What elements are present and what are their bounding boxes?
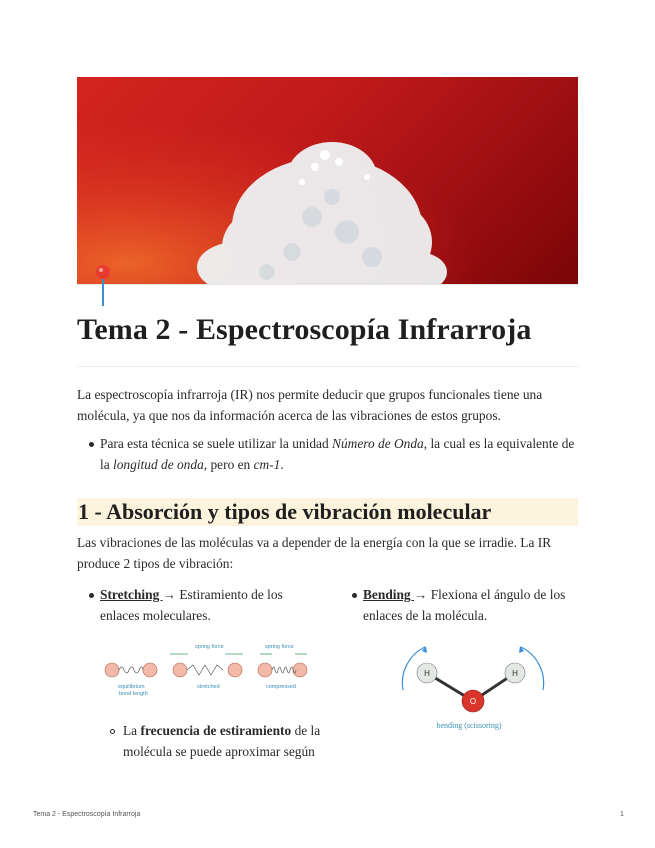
bullet-dot: [89, 593, 94, 598]
spring-force-label-2: spring force: [265, 644, 294, 650]
bending-bullet: Bending → Flexiona el ángulo de los enlaces de la molécula.: [363, 587, 566, 623]
bullet-dot: [89, 442, 94, 447]
atom-o: O: [469, 697, 477, 706]
intro-paragraph: La espectroscopía infrarroja (IR) nos permite deducir que grupos funcionales tiene una molécula, ya que nos da información acerca de las vibraciones de estos grupos.: [77, 387, 543, 423]
sub-bullet-circle: [110, 729, 115, 734]
atom-h2: H: [512, 669, 518, 678]
pin-icon: [94, 264, 112, 308]
footer-title: Tema 2 - Espectroscopía Infrarroja: [33, 811, 141, 818]
intro-bullet: Para esta técnica se suele utilizar la unidad Número de Onda, la cual es la equivalente de la longitud de onda, pero en cm-1.: [100, 436, 575, 472]
section-heading: 1 - Absorción y tipos de vibración molecular: [77, 498, 578, 526]
label-stretched: stretched: [197, 684, 220, 690]
cover-divider: [77, 284, 578, 285]
label-equilibrium: equilibrium: [118, 684, 145, 690]
sub-bullet: La frecuencia de estiramiento de la molécula se puede aproximar según: [123, 723, 321, 759]
label-bond-length: bond length: [119, 691, 148, 697]
bending-figure: [395, 635, 555, 735]
title-divider: [77, 366, 578, 367]
stretching-bullet: Stretching → Estiramiento de los enlaces moleculares.: [100, 587, 283, 623]
cover-image: [77, 77, 578, 284]
page-title: Tema 2 - Espectroscopía Infrarroja: [77, 313, 532, 346]
label-compressed: compressed: [266, 684, 296, 690]
section-paragraph: Las vibraciones de las moléculas va a depender de la energía con la que se irradie. La IR produce 2 tipos de vibración:: [77, 535, 552, 571]
footer-page-number: 1: [620, 811, 624, 818]
cover-photo: [77, 77, 578, 284]
bullet-dot: [352, 593, 357, 598]
bending-caption: bending (scissoring): [436, 721, 502, 730]
stretching-figure: [100, 640, 315, 702]
spring-force-label-1: spring force: [195, 644, 224, 650]
atom-h1: H: [424, 669, 430, 678]
